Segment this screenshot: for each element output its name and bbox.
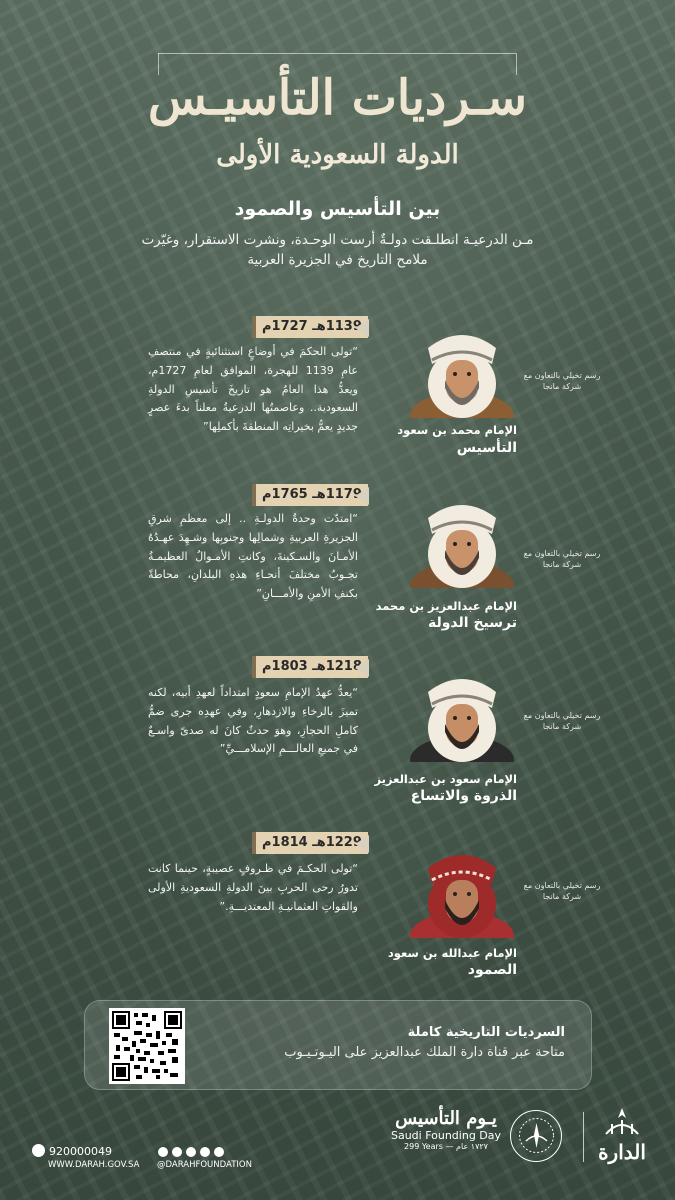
page-title: سـرديات التأسيـس — [147, 70, 528, 126]
leader-epithet: الذروة والاتساع — [410, 788, 517, 804]
header-line-top — [158, 53, 516, 54]
darah-logo — [596, 1106, 648, 1168]
facebook-icon[interactable] — [172, 1147, 182, 1157]
timeline-marker-icon — [355, 835, 369, 853]
cta-text: متاحة عبر قناة دارة الملك عبدالعزيز على اليـوتـيـوب — [284, 1045, 565, 1060]
cta-title: السرديات التاريخية كاملة — [407, 1025, 565, 1040]
timeline-marker-icon — [355, 659, 369, 677]
founding-day-years: 299 Years — ١٧٢٧ عام — [404, 1142, 488, 1151]
phone-number[interactable]: 920000049 — [49, 1145, 112, 1158]
portrait-image — [406, 318, 518, 418]
leader-name: الإمام محمد بن سعود — [397, 423, 517, 437]
qr-code[interactable] — [109, 1008, 185, 1084]
portrait-image — [406, 662, 518, 762]
intro-text: مـن الدرعيـة انطلـقت دولـةٌ أرست الوحـدة، ونشرت الاستقرار، وغيّرت ملامح التاريخ في الجزيرة العربية — [141, 232, 534, 268]
illustration-credit: رسم تخيلي بالتعاون مع شركة مانجا — [523, 549, 601, 569]
quote-text: “امتدّت وحدةُ الدولـةِ .. إلى معظمِ شرقِ الجزيرةِ العربيةِ وشمالِها وجنوبِها وشـهِدَ عهـدُهُ الأمـانَ والسـكينةَ، وكانتِ الأمـوالُ العظيمـةُ تجـوبُ مختلفَ أنحـاءِ هذهِ البلدانِ، محاطةً بكنفِ الأمنِ والأمـــانِ” — [148, 512, 358, 601]
social-handle[interactable]: @DARAHFOUNDATION — [157, 1160, 252, 1170]
website-link[interactable]: WWW.DARAH.GOV.SA — [48, 1160, 140, 1170]
logo-divider — [583, 1112, 584, 1162]
timeline-marker-icon — [355, 319, 369, 337]
quote-text: “تولى الحكـمَ في ظـروفٍ عصيبةٍ، حينما كانت تدورُ رحى الحربِ بينَ الدولةِ السعوديةِ الأولى والقواتِ العثمانيـةِ المعتديـــةِ.” — [148, 862, 358, 913]
portrait-image — [406, 838, 518, 938]
intro-heading: بين التأسيس والصمود — [234, 198, 441, 220]
x-icon[interactable] — [158, 1147, 168, 1157]
founding-day-english: Saudi Founding Day — [390, 1129, 502, 1142]
quote-text: “تولى الحكمَ في أوضاعٍ استثنائيةٍ في منتصفِ عامِ 1139 للهجرة، الموافق لعامِ 1727م، ويعدُّ هذا العامُ هو تاريخَ تأسيسِ الدولةِ السعودية.. وعاصمتُها الدرعيةُ معلناً بدءَ عصرٍ جديدٍ يعمُّ بخيراتِه المنطقةَ بأكملِها” — [148, 345, 358, 434]
leader-name: الإمام عبدالعزيز بن محمد — [375, 599, 517, 613]
leader-epithet: الصمود — [467, 962, 517, 978]
date-tag: 1218هـ 1803م — [256, 656, 368, 678]
founding-day-logo — [388, 1108, 504, 1164]
portrait-image — [406, 488, 518, 588]
timeline-marker-icon — [355, 487, 369, 505]
national-emblem-icon — [510, 1110, 562, 1162]
date-tag: 1139هـ 1727م — [256, 316, 368, 338]
quote-text: “يعدُّ عهدُ الإمامِ سعودٍ امتداداً لعهدِ أبيه، لكنه تميزَ بالرخاءِ والازدهارِ، وفي عهدِه جرى ضمُّ كاملِ الحجازِ، وهوَ حدثٌ كانَ له صدىً واسـعٌ في جميعِ العالـــمِ الإسلامـــيِّ” — [148, 686, 358, 756]
phone-icon — [32, 1144, 45, 1157]
leader-name: الإمام سعود بن عبدالعزيز — [374, 772, 517, 786]
darah-logo-text: الدارة — [598, 1140, 646, 1164]
illustration-credit: رسم تخيلي بالتعاون مع شركة مانجا — [523, 371, 601, 391]
leader-epithet: ترسيخ الدولة — [427, 615, 517, 631]
leader-epithet: التأسيس — [456, 440, 517, 456]
illustration-credit: رسم تخيلي بالتعاون مع شركة مانجا — [523, 881, 601, 901]
date-tag: 1179هـ 1765م — [256, 484, 368, 506]
illustration-credit: رسم تخيلي بالتعاون مع شركة مانجا — [523, 711, 601, 731]
tiktok-icon[interactable] — [214, 1147, 224, 1157]
page-subtitle: الدولة السعودية الأولى — [216, 140, 459, 170]
youtube-icon[interactable] — [186, 1147, 196, 1157]
leader-name: الإمام عبدالله بن سعود — [387, 946, 517, 960]
date-tag: 1229هـ 1814م — [256, 832, 368, 854]
founding-day-arabic: يـوم التأسيس — [395, 1108, 497, 1129]
instagram-icon[interactable] — [200, 1147, 210, 1157]
